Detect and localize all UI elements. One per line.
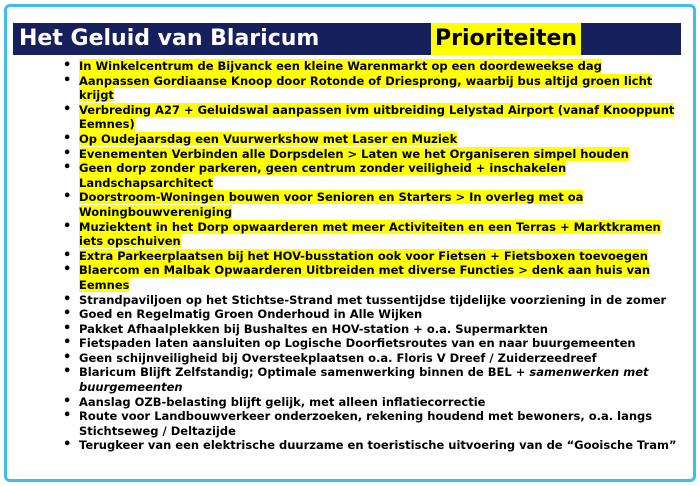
priority-item-text: Strandpaviljoen op het Stichtse-Strand met tussentijdse tijdelijke voorziening in de zomer [79,292,667,307]
priority-item-text: Muziektent in het Dorp opwaarderen met meer Activiteiten en een Terras + Marktkramen iets opschuiven [79,219,661,249]
priority-item [7,351,687,366]
priority-item [7,395,687,410]
priority-item-text: Verbreding A27 + Geluidswal aanpassen ivm uitbreiding Lelystad Airport (vanaf Knooppunt Eemnes) [79,102,675,132]
priority-item-text: Blaricum Blijft Zelfstandig; Optimale samenwerking binnen de BEL + [79,365,530,380]
priority-item-text: Extra Parkeerplaatsen bij het HOV-busstation ook voor Fietsen + Fietsboxen toevoegen [79,248,648,263]
priorities-list [7,59,687,453]
priority-item [7,249,687,264]
priority-item [7,322,687,337]
priority-item-text: Geen schijnveiligheid bij Oversteekplaatsen o.a. Floris V Dreef / Zuiderzeedreef [79,350,597,365]
priority-item-text: Fietspaden laten aansluiten op Logische Doorfietsroutes van en naar buurgemeenten [79,336,636,351]
priority-item-text: Evenementen Verbinden alle Dorpsdelen > Laten we het Organiseren simpel houden [79,146,629,161]
priority-item-text: Route voor Landbouwverkeer onderzoeken, rekening houdend met bewoners, o.a. langs Stichtseweg / Deltazijde [79,409,653,438]
priority-item [7,336,687,351]
section-label: Prioriteiten [431,23,581,55]
slide-frame [4,4,696,482]
priority-item [7,132,687,147]
priority-item [7,293,687,308]
priority-item-emphasis: samenwerken met buurgemeenten [79,365,649,395]
priority-item [7,161,687,190]
priority-item [7,147,687,162]
priority-item-text: Terugkeer van een elektrische duurzame en toeristische uitvoering van de “Gooische Tram” [79,438,677,453]
priority-item-text: Geen dorp zonder parkeren, geen centrum zonder veiligheid + inschakelen Landschapsarchitect [79,161,567,190]
priority-item-text: Aanpassen Gordiaanse Knoop door Rotonde of Driesprong, waarbij bus altijd groen licht krijgt [79,73,653,103]
priority-item [7,365,687,394]
priority-item-text: In Winkelcentrum de Bijvanck een kleine Warenmarkt op een doordeweekse dag [79,59,602,73]
priority-item [7,438,687,453]
priority-item [7,59,687,74]
priority-item [7,103,687,132]
priority-item-text: Aanslag OZB-belasting blijft gelijk, met alleen inflatiecorrectie [79,394,486,409]
priority-item [7,190,687,219]
priority-item [7,220,687,249]
priority-item-text: Blaercom en Malbak Opwaarderen Uitbreiden met diverse Functies > denk aan huis van Eemnes [79,263,651,292]
slide-title: Het Geluid van Blaricum [19,26,320,51]
priority-item-text: Goed en Regelmatig Groen Onderhoud in Alle Wijken [79,307,423,322]
priority-item-text: Doorstroom-Woningen bouwen voor Senioren en Starters > In overleg met oa Woningbouwvereniging [79,190,584,219]
title-banner [13,23,681,55]
priority-item [7,409,687,438]
priority-item-text: Op Oudejaarsdag een Vuurwerkshow met Laser en Muziek [79,131,458,146]
priority-item [7,263,687,292]
priority-item [7,307,687,322]
priority-item [7,74,687,103]
priority-item-text: Pakket Afhaalplekken bij Bushaltes en HOV-station + o.a. Supermarkten [79,321,548,336]
